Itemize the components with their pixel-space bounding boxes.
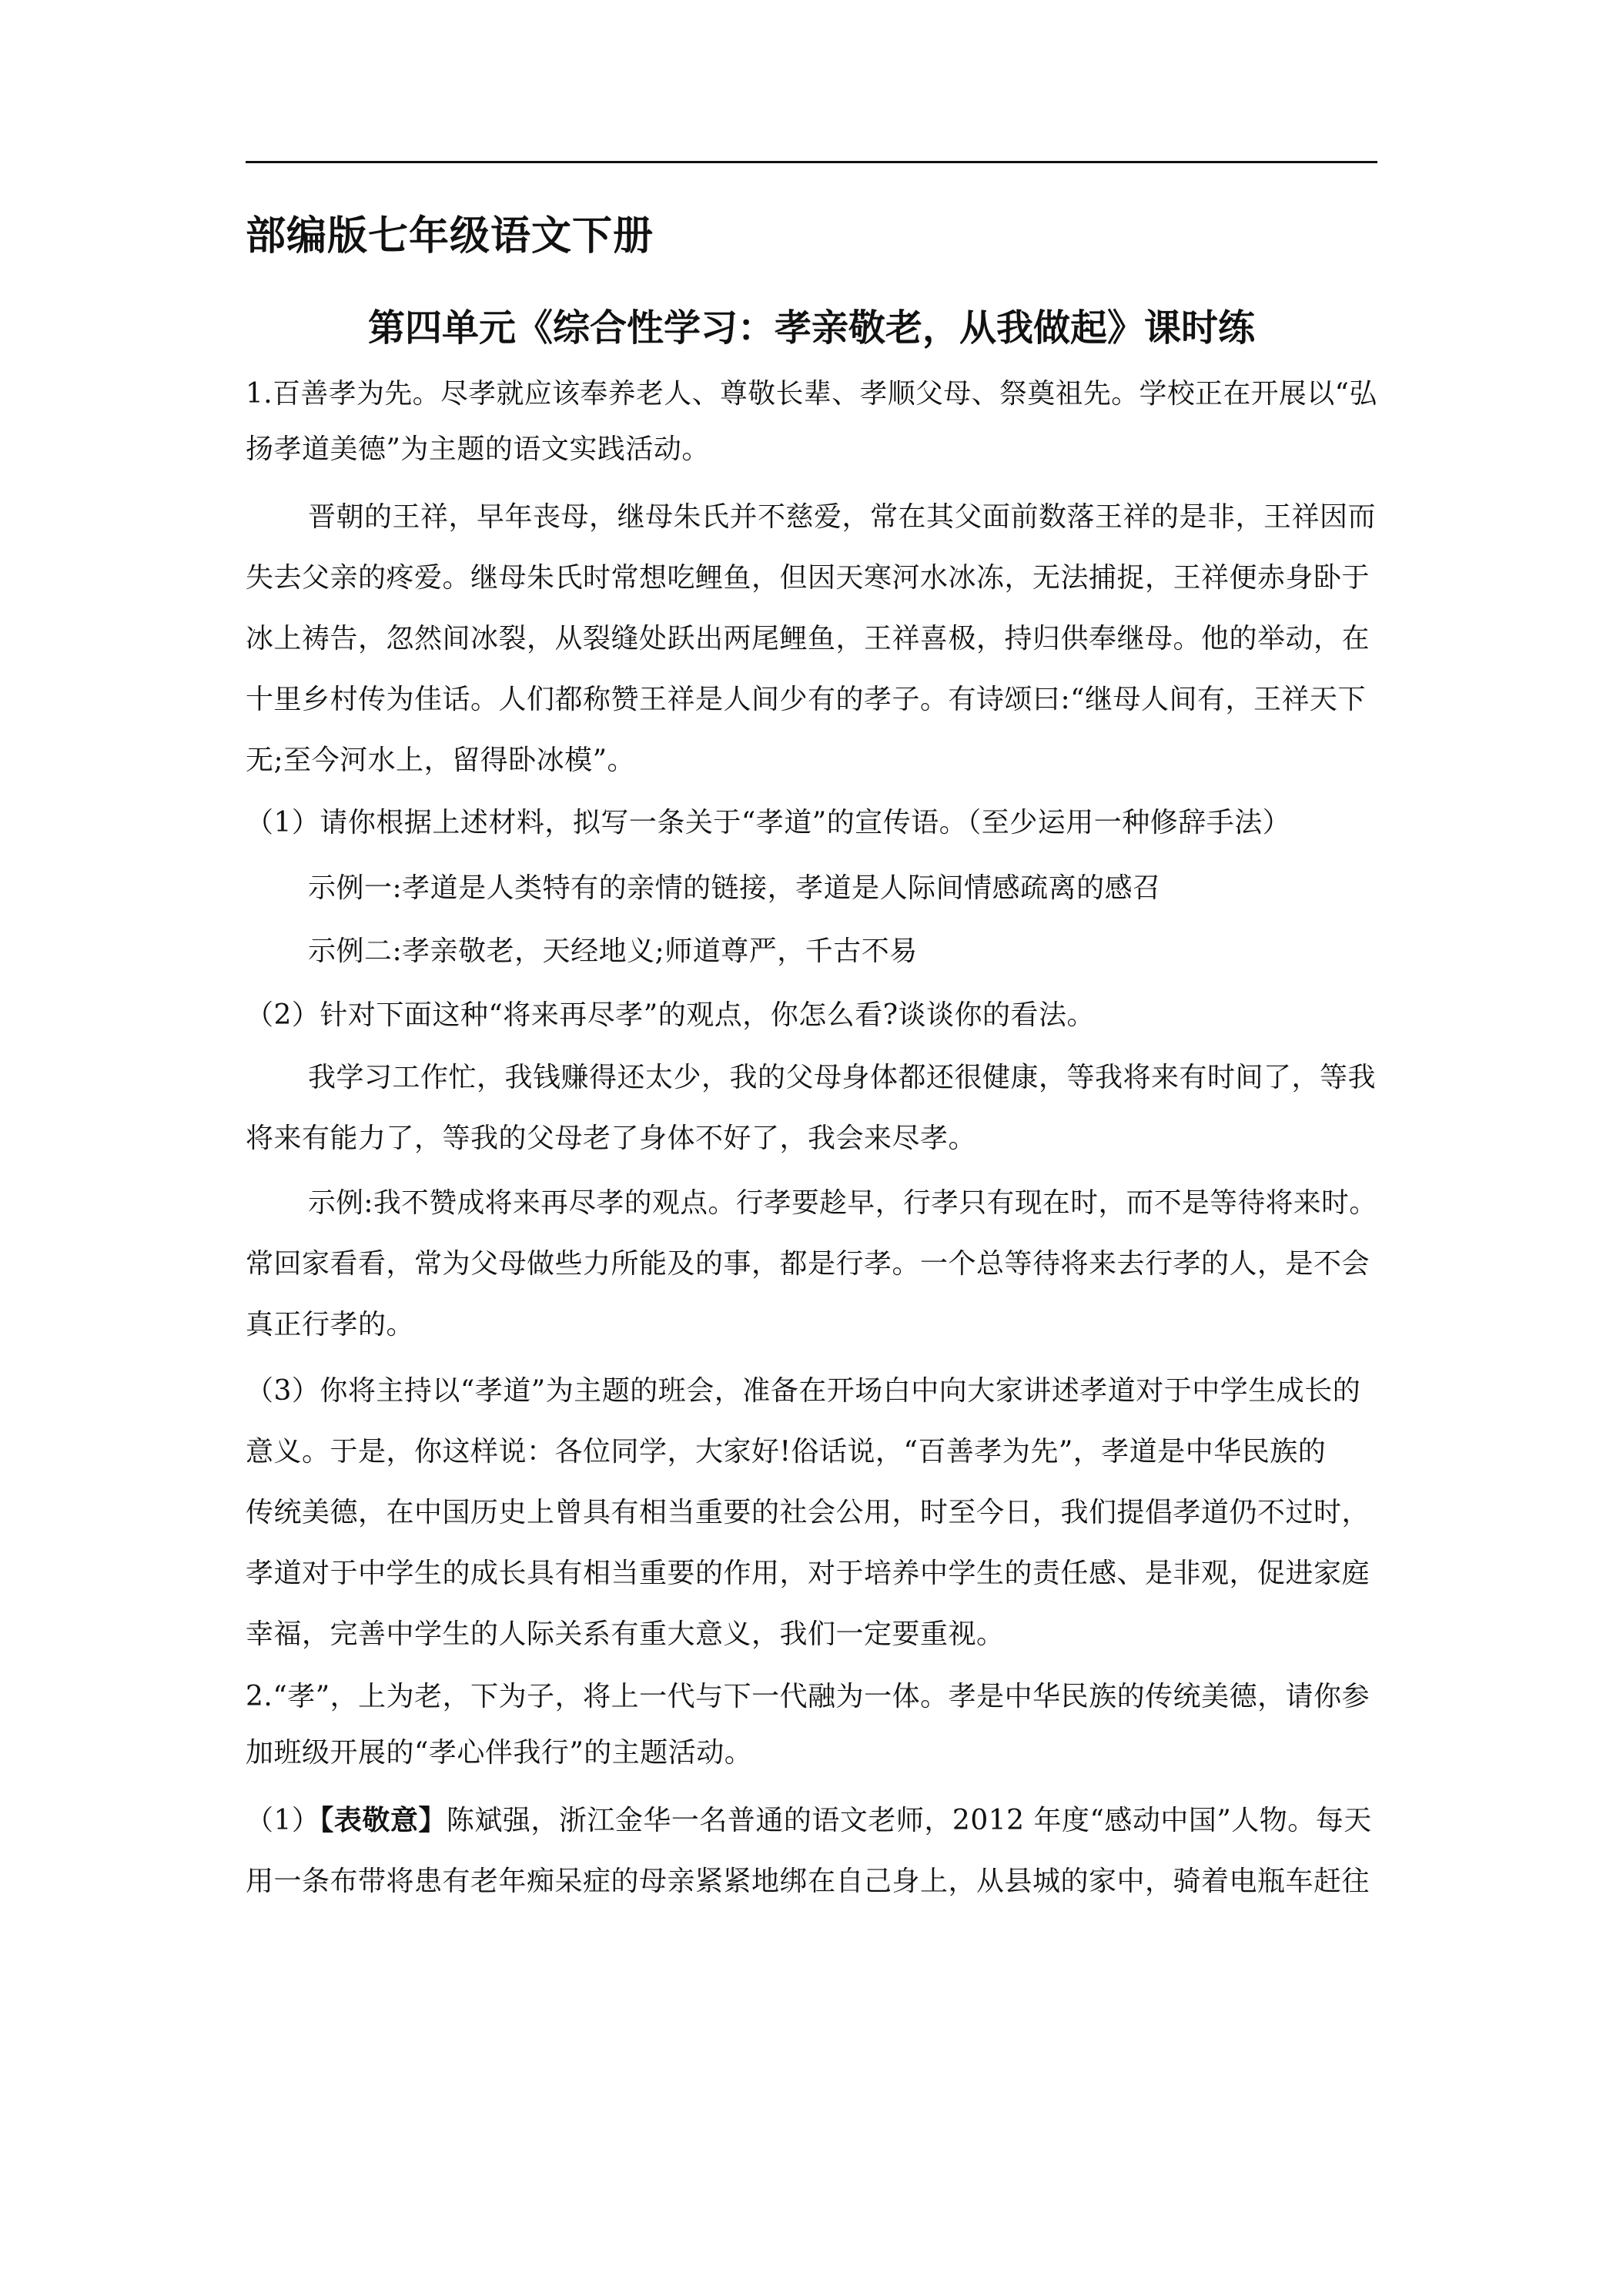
header-rule xyxy=(246,161,1377,163)
q1-intro-line-2: 扬孝道美德”为主题的语文实践活动。 xyxy=(246,433,710,465)
q1-part2-material-line-1: 我学习工作忙，我钱赚得还太少，我的父母身体都还很健康，等我将来有时间了，等我 xyxy=(308,1062,1377,1093)
q2-part1-label: 【表敬意】 xyxy=(320,1805,447,1836)
q2-part1-line-1 xyxy=(246,1801,1372,1841)
q1-story-line-3: 冰上祷告，忽然间冰裂，从裂缝处跃出两尾鲤鱼，王祥喜极，持归供奉继母。他的举动，在 xyxy=(246,623,1370,654)
q1-part2-material-line-2: 将来有能力了，等我的父母老了身体不好了，我会来尽孝。 xyxy=(246,1123,977,1154)
q1-intro-line-1: 1.百善孝为先。尽孝就应该奉养老人、尊敬长辈、孝顺父母、祭奠祖先。学校正在开展以“弘 xyxy=(246,378,1377,410)
document-subtitle: 第四单元《综合性学习：孝亲敬老，从我做起》课时练 xyxy=(367,306,1255,350)
q2-part1-line-1-text: 陈斌强，浙江金华一名普通的语文老师，2012 年度“感动中国”人物。每天 xyxy=(446,1805,1372,1836)
q1-part2-question: （2）针对下面这种“将来再尽孝”的观点，你怎么看?谈谈你的看法。 xyxy=(246,999,1096,1031)
q1-part3-line-2: 意义。于是，你这样说：各位同学，大家好!俗话说，“百善孝为先”，孝道是中华民族的 xyxy=(246,1436,1327,1468)
q2-part1-prefix: （1） xyxy=(246,1805,320,1836)
q2-intro-line-1: 2.“孝”，上为老，下为子，将上一代与下一代融为一体。孝是中华民族的传统美德，请你参 xyxy=(246,1681,1370,1712)
q1-part3-line-3: 传统美德，在中国历史上曾具有相当重要的社会公用，时至今日，我们提倡孝道仍不过时， xyxy=(246,1497,1370,1528)
q1-part2-answer-line-2: 常回家看看，常为父母做些力所能及的事，都是行孝。一个总等待将来去行孝的人，是不会 xyxy=(246,1248,1370,1280)
q1-story-line-4: 十里乡村传为佳话。人们都称赞王祥是人间少有的孝子。有诗颂曰:“继母人间有，王祥天下 xyxy=(246,684,1367,715)
q1-story-line-5: 无;至今河水上，留得卧冰模”。 xyxy=(246,745,636,776)
q1-part2-answer-line-1: 示例:我不赞成将来再尽孝的观点。行孝要趁早，行孝只有现在时，而不是等待将来时。 xyxy=(308,1187,1377,1219)
q1-part3-line-4: 孝道对于中学生的成长具有相当重要的作用，对于培养中学生的责任感、是非观，促进家庭 xyxy=(246,1558,1370,1589)
q1-part3-line-1: （3）你将主持以“孝道”为主题的班会，准备在开场白中向大家讲述孝道对于中学生成长的 xyxy=(246,1375,1361,1407)
q2-intro-line-2: 加班级开展的“孝心伴我行”的主题活动。 xyxy=(246,1737,753,1769)
q1-part1-example-1: 示例一:孝道是人类特有的亲情的链接，孝道是人际间情感疏离的感召 xyxy=(308,872,1161,904)
q1-part1-example-2: 示例二:孝亲敬老，天经地义;师道尊严，千古不易 xyxy=(308,935,918,967)
q1-part3-line-5: 幸福，完善中学生的人际关系有重大意义，我们一定要重视。 xyxy=(246,1618,1005,1650)
q1-part2-answer-line-3: 真正行孝的。 xyxy=(246,1309,415,1340)
q1-story-line-2: 失去父亲的疼爱。继母朱氏时常想吃鲤鱼，但因天寒河水冰冻，无法捕捉，王祥便赤身卧于 xyxy=(246,562,1370,594)
q2-part1-line-2: 用一条布带将患有老年痴呆症的母亲紧紧地绑在自己身上，从县城的家中，骑着电瓶车赶往 xyxy=(246,1866,1370,1897)
document-title: 部编版七年级语文下册 xyxy=(246,213,654,259)
q1-story-line-1: 晋朝的王祥，早年丧母，继母朱氏并不慈爱，常在其父面前数落王祥的是非，王祥因而 xyxy=(308,501,1377,533)
q1-part1-question: （1）请你根据上述材料，拟写一条关于“孝道”的宣传语。（至少运用一种修辞手法） xyxy=(246,807,1291,838)
